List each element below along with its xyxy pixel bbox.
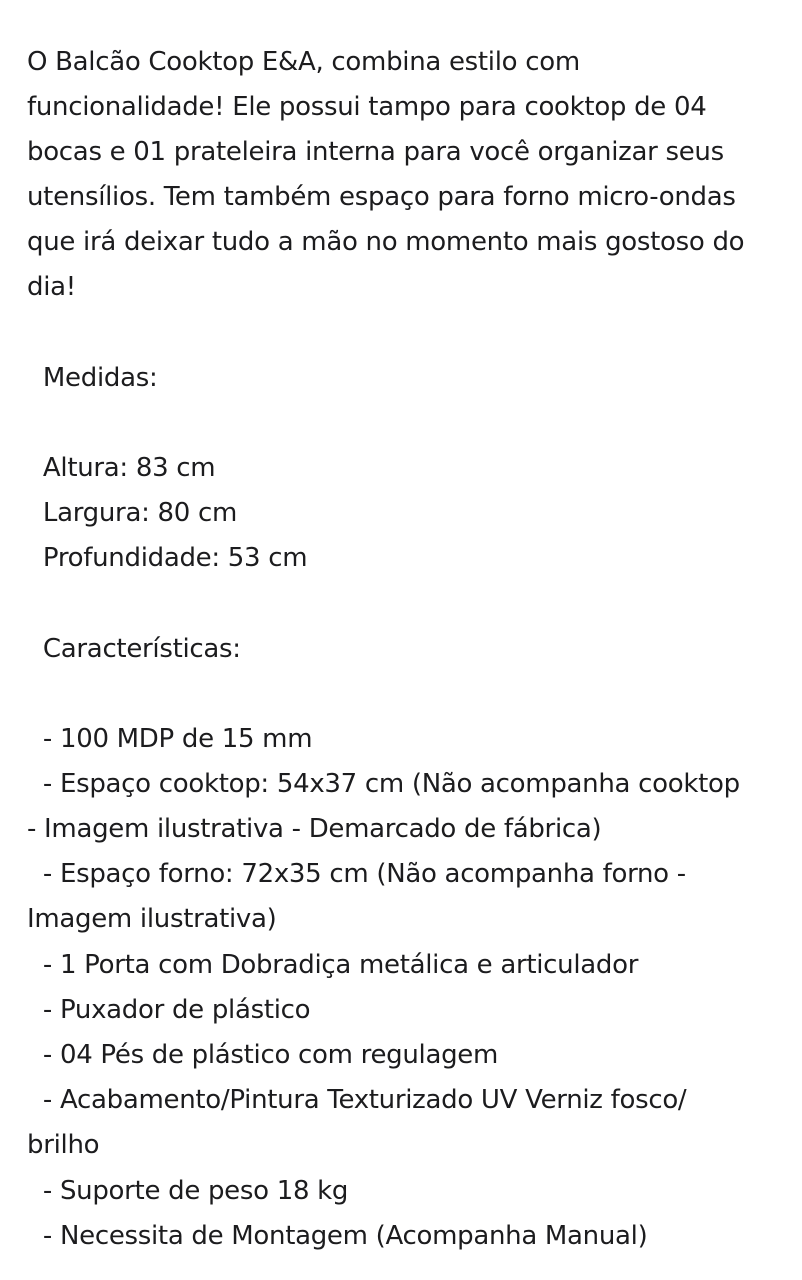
feature-item: - Espaço cooktop: 54x37 cm (Não acompanha cooktop: [27, 769, 740, 799]
feature-item: - 1 Porta com Dobradiça metálica e articulador: [27, 950, 639, 980]
description-line: que irá deixar tudo a mão no momento mais gostoso do: [27, 227, 745, 257]
measures-heading: Medidas:: [27, 363, 158, 393]
height-spec: Altura: 83 cm: [27, 453, 216, 483]
feature-item: - Espaço forno: 72x35 cm (Não acompanha forno -: [27, 859, 686, 889]
feature-item: - 100 MDP de 15 mm: [27, 724, 313, 754]
feature-item-continued: - Imagem ilustrativa - Demarcado de fábrica): [27, 814, 602, 844]
description-line: O Balcão Cooktop E&A, combina estilo com: [27, 47, 580, 77]
width-spec: Largura: 80 cm: [27, 498, 237, 528]
feature-item: - Necessita de Montagem (Acompanha Manual): [27, 1221, 648, 1251]
feature-item: - Puxador de plástico: [27, 995, 311, 1025]
feature-item: - Acabamento/Pintura Texturizado UV Verniz fosco/: [27, 1085, 687, 1115]
features-heading: Características:: [27, 634, 241, 664]
description-line: bocas e 01 prateleira interna para você organizar seus: [27, 137, 724, 167]
description-line: funcionalidade! Ele possui tampo para cooktop de 04: [27, 92, 707, 122]
feature-item: - 04 Pés de plástico com regulagem: [27, 1040, 499, 1070]
feature-item-continued: Imagem ilustrativa): [27, 904, 277, 934]
product-description: [27, 0, 789, 1251]
description-line: dia!: [27, 272, 76, 302]
description-line: utensílios. Tem também espaço para forno micro-ondas: [27, 182, 736, 212]
feature-item: - Suporte de peso 18 kg: [27, 1176, 349, 1206]
feature-item-continued: brilho: [27, 1130, 100, 1160]
depth-spec: Profundidade: 53 cm: [27, 543, 308, 573]
